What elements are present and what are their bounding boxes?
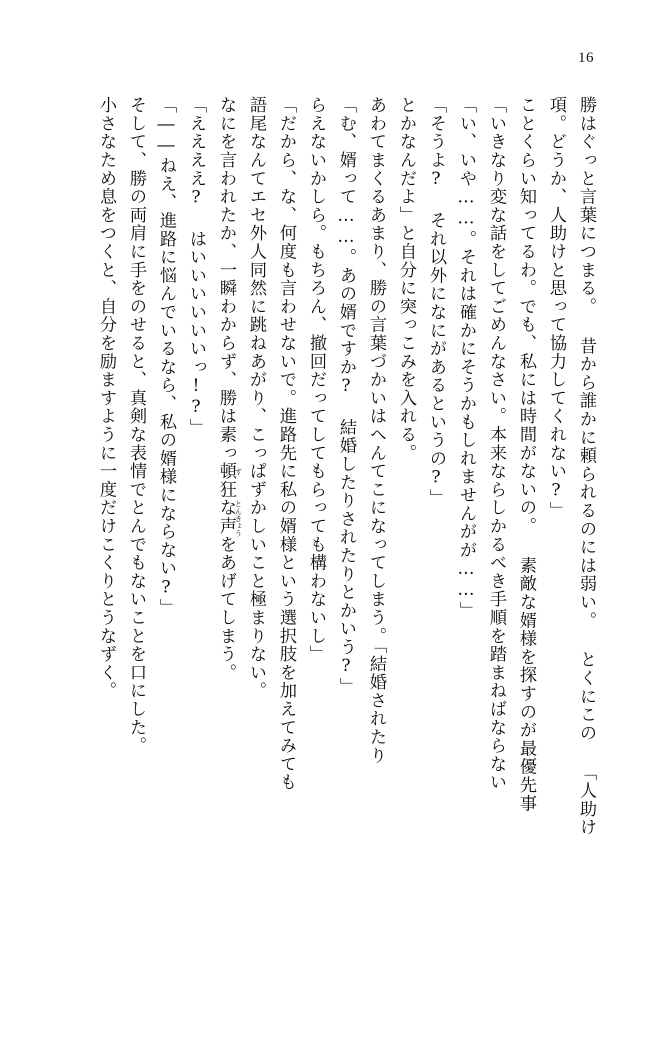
text-line: 小さなため息をつくと、自分を励ますように一度だけこくりとうなずく。	[96, 96, 116, 700]
text-line	[204, 96, 243, 1008]
text-line: あわてまくるあまり、勝の言葉づかいはへんてこになってしまう。「結婚されたり	[366, 96, 386, 765]
text-line: 勝はぐっと言葉につまる。 昔から誰かに頼られるのには弱い。 とくにこの 「人助け	[576, 96, 596, 837]
vertical-text-body	[30, 96, 594, 1008]
text-line: 語尾なんてエセ外人同然に跳ねあがり、こっぱずかしいこと極まりない。	[246, 96, 266, 700]
ruby-annotation: す	[234, 468, 243, 476]
text-line-content: なにを言われたか、一瞬わからず、勝は素っ頓狂な声をあげてしまう。	[216, 96, 236, 682]
text-line: 「ええええ? はいいいいいいっ!?」	[186, 96, 206, 437]
text-line: らえないかしら。もちろん、撤回だってしてもらっても構わないし」	[306, 96, 326, 664]
text-line: 「いきなり変な話をしてごめんなさい。本来ならしかるべき手順を踏まねばならない	[486, 96, 506, 792]
text-line: 「――ねえ、進路に悩んでいるなら、私の婿様にならない?」	[156, 96, 176, 617]
text-line: そして、勝の両肩に手をのせると、真剣な表情でとんでもないことを口にした。	[126, 96, 146, 755]
text-line: とかなんだよ」と自分に突っこみを入れる。	[396, 96, 416, 462]
page-number: 16	[578, 50, 594, 66]
text-line: 「む、婿って……。あの婿ですか? 結婚したりされたりとかいう?」	[336, 96, 356, 696]
text-line: 「い、いや……。それは確かにそうかもしれませんがが……」	[456, 96, 476, 620]
text-line: 「だから、な、何度も言わせないで。進路先に私の婿様という選択肢を加えてみても	[276, 96, 296, 792]
text-line: 「そうよ? それ以外になにがあるというの?」	[426, 96, 446, 507]
text-line: 項。どうか、人助けと思って協力してくれない?」	[546, 96, 566, 520]
text-line: ことくらい知ってるわ。でも、私には時間がないの。 素敵な婿様を探すのが最優先事	[516, 96, 536, 813]
ruby-annotation: とんきょう	[234, 500, 243, 537]
